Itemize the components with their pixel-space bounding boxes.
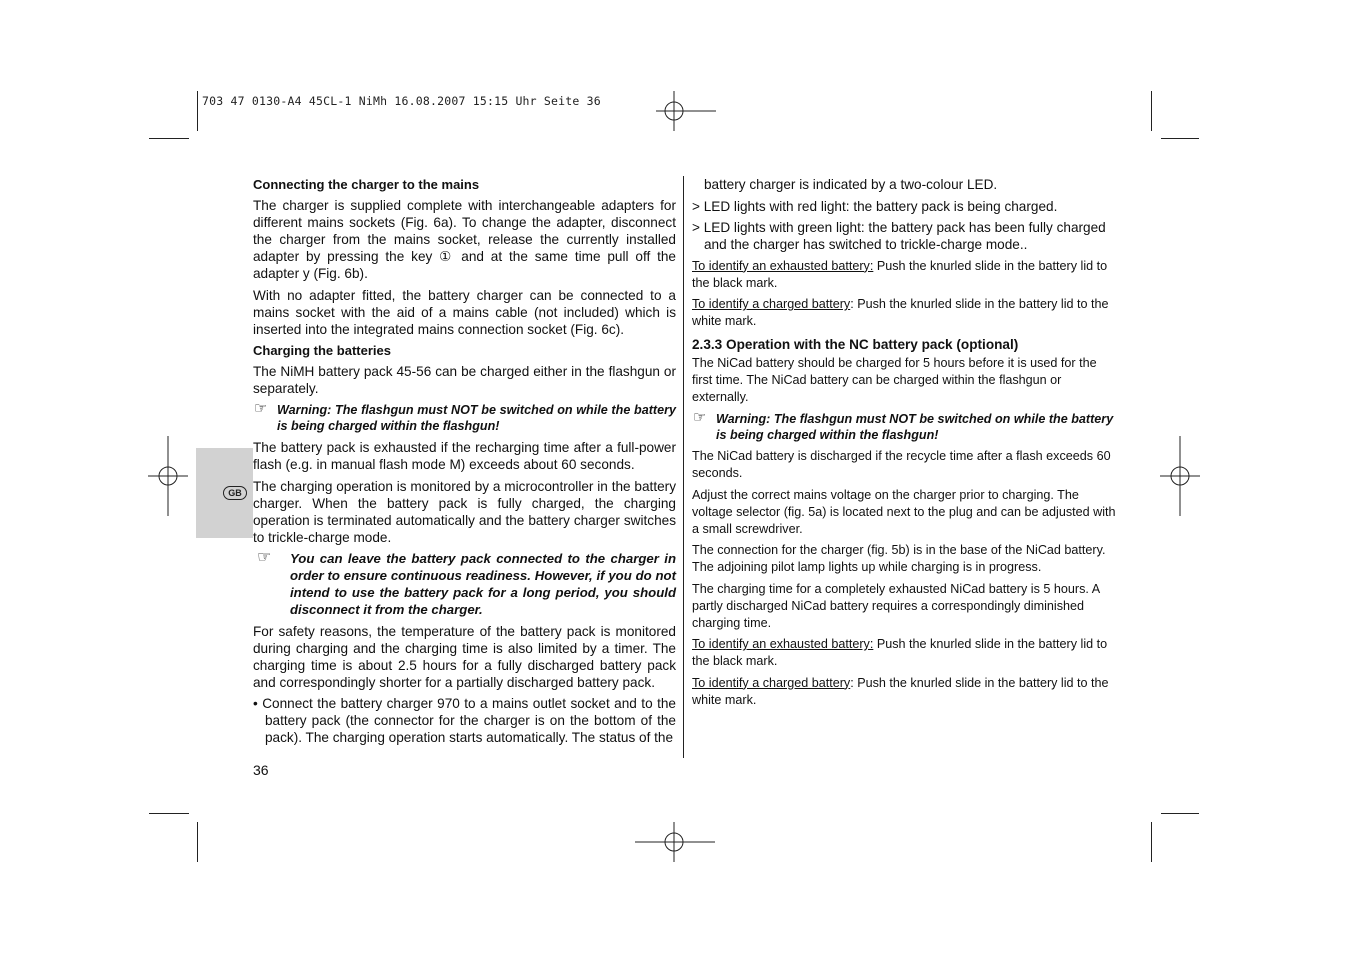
paragraph: To identify an exhausted battery: Push the knurled slide in the battery lid to the black mark.	[692, 258, 1108, 290]
led-item: > LED lights with red light: the battery pack is being charged.	[692, 198, 1058, 214]
heading-charging: Charging the batteries	[253, 343, 391, 358]
paragraph: The charger is supplied complete with interchangeable adapters for different mains sockets (Fig. 6a). To change the adapter, disconnect the charger from the mains socket, release the currently installed adapter by pressing the key ① and at the same time pull off the adapter y (Fig. 6b).	[253, 198, 676, 281]
crop-mark	[1151, 91, 1152, 131]
paragraph: Adjust the correct mains voltage on the charger prior to charging. The voltage selector (fig. 5a) is located next to the plug and can be adjusted with a small screwdriver.	[692, 487, 1116, 536]
paragraph: To identify a charged battery: Push the knurled slide in the battery lid to the white mark.	[692, 675, 1109, 707]
heading-nc-battery: 2.3.3 Operation with the NC battery pack (optional)	[692, 337, 1019, 352]
crop-mark	[197, 822, 198, 862]
paragraph: The NiMH battery pack 45-56 can be charged either in the flashgun or separately.	[253, 364, 676, 396]
crop-mark	[197, 91, 198, 131]
crop-mark	[1161, 813, 1199, 814]
print-slug: 703 47 0130-A4 45CL-1 NiMh 16.08.2007 15:15 Uhr Seite 36	[202, 94, 601, 108]
page-number: 36	[253, 762, 269, 778]
paragraph: With no adapter fitted, the battery charger can be connected to a mains socket with the aid of a mains cable (not included) which is inserted into the integrated mains connection socket (Fig. 6c).	[253, 287, 676, 337]
paragraph: To identify a charged battery: Push the knurled slide in the battery lid to the white mark.	[692, 297, 1109, 328]
note: ☞ You can leave the battery pack connected to the charger in order to ensure continuous readiness. However, if you do not intend to use the battery pack for a long period, you should disconnect it from the charger.	[257, 549, 676, 617]
warning: ☞ Warning: The flashgun must NOT be switched on while the battery is being charged within the flashgun!	[693, 408, 1114, 442]
pointing-hand-icon: ☞	[693, 408, 707, 426]
paragraph: The NiCad battery is discharged if the recycle time after a flash exceeds 60 seconds.	[692, 449, 1111, 480]
registration-mark-left	[148, 436, 188, 516]
registration-mark-bottom	[635, 822, 715, 862]
pointing-hand-icon: ☞	[254, 399, 268, 417]
crop-mark	[149, 813, 189, 814]
paragraph: The charging operation is monitored by a microcontroller in the battery charger. When the battery pack is fully charged, the charging operation is terminated automatically and the battery charger switches to trickle-charge mode.	[253, 478, 676, 545]
paragraph: For safety reasons, the temperature of the battery pack is monitored during charging and the charging time is also limited by a timer. The charging time is about 2.5 hours for a fully discharged battery pack and correspondingly shorter for a partially discharged battery pack.	[253, 623, 676, 690]
paragraph: The connection for the charger (fig. 5b) is in the base of the NiCad battery. The adjoining pilot lamp lights up while charging is in progress.	[692, 543, 1106, 574]
registration-mark-right	[1160, 436, 1200, 516]
led-item: > LED lights with green light: the battery pack has been fully charged and the charger has switched to trickle-charge mode..	[692, 220, 1106, 252]
registration-mark-top	[656, 91, 716, 131]
paragraph: To identify an exhausted battery: Push the knurled slide in the battery lid to the black mark.	[692, 637, 1108, 668]
column-divider	[683, 176, 684, 758]
crop-mark	[1161, 138, 1199, 139]
crop-mark	[1151, 822, 1152, 862]
heading-connecting: Connecting the charger to the mains	[253, 177, 480, 192]
language-badge: GB	[223, 486, 247, 500]
paragraph: The battery pack is exhausted if the recharging time after a full-power flash (e.g. in manual flash mode M) exceeds about 60 seconds.	[253, 440, 676, 472]
right-column	[692, 176, 1116, 713]
left-column	[253, 176, 676, 751]
bullet-item: • Connect the battery charger 970 to a mains outlet socket and to the battery pack (the connector for the charger is on the bottom of the pack). The charging operation starts automatically. The status of the	[253, 696, 676, 745]
paragraph: battery charger is indicated by a two-colour LED.	[704, 177, 998, 192]
pointing-hand-icon: ☞	[257, 549, 272, 566]
paragraph: The charging time for a completely exhausted NiCad battery is 5 hours. A partly discharged NiCad battery requires a correspondingly diminished charging time.	[692, 581, 1100, 630]
key-number: ①	[439, 249, 455, 264]
warning: ☞ Warning: The flashgun must NOT be switched on while the battery is being charged within the flashgun!	[254, 399, 676, 433]
paragraph: The NiCad battery should be charged for 5 hours before it is used for the first time. The NiCad battery can be charged within the flashgun or externally.	[692, 356, 1097, 404]
crop-mark	[149, 138, 189, 139]
